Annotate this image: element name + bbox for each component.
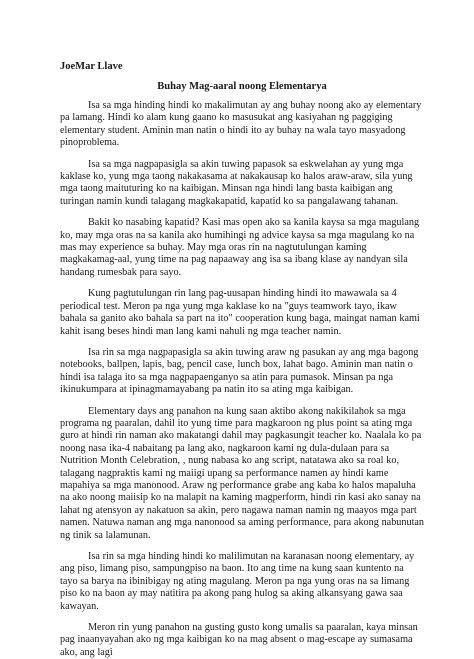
paragraph-8: Meron rin yung panahon na gusting gusto kong umalis sa paaralan, kaya minsan pag inaanyayahan ako ng mga kaibigan ko na mag absent o mag-escape ay sumasama ako, ang lagi bbox=[60, 622, 418, 658]
paragraph-4: Kung pagtutulungan rin lang pag-uusapan hinding hindi ito mawawala sa 4 periodical test. Meron pa nga yung mga kaklase ko na "guys teamwork tayo, ikaw bahala sa ganito ako bahala sa part na ito" cooperation kung baga, maingat naman kami kahit isang beses hindi man lang kami nahuli ng mga teacher namin. bbox=[60, 288, 420, 337]
paragraph-1: Isa sa mga hinding hindi ko makalimutan ay ang buhay noong ako ay elementary pa lamang. Hindi ko alam kung gaano ko masusukat ang kasiyahan ng paggiging elementary student. Aminin man natin o hindi ito ay buhay na wala tayo masyadong pinoproblema. bbox=[60, 100, 422, 149]
document-title: Buhay Mag-aaral noong Elementarya bbox=[157, 81, 327, 92]
author-name: JoeMar Llave bbox=[60, 61, 123, 72]
paragraph-5: Isa rin sa mga nagpapasigla sa akin tuwing araw ng pasukan ay ang mga bagong notebooks, ballpen, lapis, bag, pencil case, lunch box, lahat bago. Aminin man natin o hindi isa talaga ito sa mga nagpapaenganyo sa atin para pumasok. Minsan pa nga ikinukumpara at ipinagmamayabang pa natin ito sa ating mga kaibigan. bbox=[60, 346, 419, 396]
paragraph-2: Isa sa mga nagpapasigla sa akin tuwing papasok sa eskwelahan ay yung mga kaklase ko, yung mga taong nakakasama at nakakausap ko halos araw-araw, sila yung mga taong maituturing ko na kaibigan. Minsan nga hindi lang basta kaibigan ang turingan namin kundi talagang magkakapatid, kapatid ko sa pangalawang tahanan. bbox=[60, 158, 413, 207]
paragraph-7: Isa rin sa mga hinding hindi ko malilimutan na karanasan noong elementary, ay ang piso, limang piso, sampungpiso na baon. Ito ang time na kung saan kuntento na tayo sa barya na ibinibigay ng ating magulang. Meron pa nga yung oras na sa limang piso ko na baon ay may natitira pa akong pang hulog sa aking alkansyang gawa saa kawayan. bbox=[60, 551, 415, 612]
paragraph-6: Elementary days ang panahon na kung saan aktibo akong nakikilahok sa mga programa ng paaralan, dahil ito yung time para magkaroon ng plus point sa ating mga guro at hindi rin naman ako makatangi dahil may pagkasungit teacher ko. Naalala ko pa noong nasa ika-4 nabaitang pa lang ako, nagkaroon kami ng dula-dulaan para sa Nutrition Month Celebration, , nung nabasa ko ang script, natatawa ako sa roal ko, talagang nagpraktis kami ng maiigi upang sa performance namen ay hindi kame mapahiya sa mga manonood. Araw ng performance grabe ang kaba ko halos mapaluha na ako noong maiisip ko na malapit na kaming magperform, hindi rin kasi ako sanay na lahat ng atensyon ay nakatuon sa akin, pero nagawa naman namin ng maayos mga part namen. Natuwa naman ang mga nanonood sa aming performance, para akong nabunutan ng tinik sa lalamunan. bbox=[60, 405, 425, 541]
paragraph-3: Bakit ko nasabing kapatid? Kasi mas open ako sa kanila kaysa sa mga magulang ko, may mga oras na sa kanila ako humihingi ng advice kaysa sa mga magulang ko na mas may experience sa buhay. May mga oras rin na nagtutulungan kaming magkakamag-aal, yung time na pag napaaway ang isa sa ibang klase ay nandyan sila handang rumesbak para sayo. bbox=[60, 217, 420, 278]
